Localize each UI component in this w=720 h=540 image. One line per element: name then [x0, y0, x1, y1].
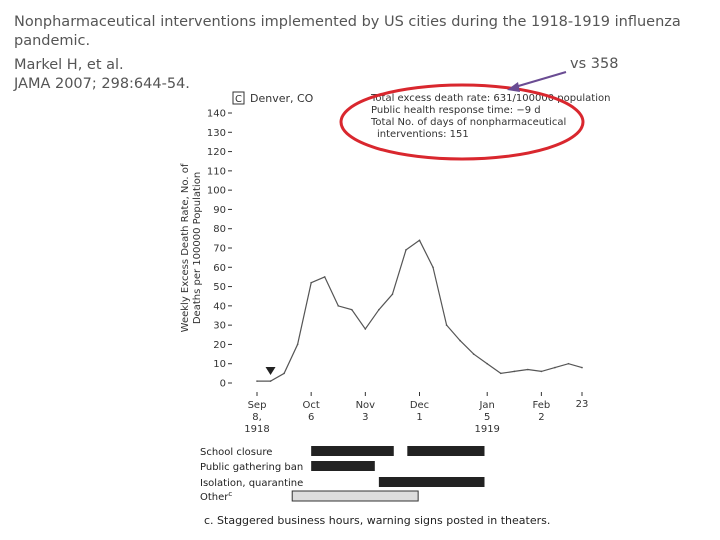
intervention-bar — [311, 446, 394, 456]
y-tick-label: 20 — [213, 339, 226, 351]
x-tick-label: 8, — [252, 412, 262, 423]
y-tick-label: 30 — [213, 320, 226, 332]
x-tick-label: Dec — [409, 400, 430, 411]
y-axis-label-line1: Weekly Excess Death Rate, No. of — [180, 163, 191, 333]
data-point — [459, 340, 461, 342]
data-point — [270, 380, 272, 382]
x-tick-label: 23 — [575, 399, 589, 410]
data-point — [351, 309, 353, 311]
intervention-bar — [407, 446, 484, 456]
data-point — [378, 309, 380, 311]
comparison-note: vs 358 — [570, 56, 619, 72]
summary-line-4: interventions: 151 — [377, 129, 469, 140]
y-tick-label: 120 — [206, 147, 226, 159]
y-tick-label: 50 — [213, 282, 226, 294]
x-tick-label: Oct — [302, 400, 320, 411]
data-point — [568, 363, 570, 365]
x-tick-label: 5 — [484, 412, 491, 423]
data-point — [297, 344, 299, 346]
data-point — [527, 369, 529, 371]
intervention-bar — [311, 461, 375, 471]
y-tick-label: 40 — [213, 301, 226, 313]
intervention-label: Public gathering ban — [200, 462, 304, 473]
chart-footnote: c. Staggered business hours, warning signs posted in theaters. — [204, 514, 551, 527]
data-point — [365, 328, 367, 330]
slide-author: Markel H, et al. — [14, 57, 124, 73]
y-tick-label: 10 — [213, 359, 226, 371]
data-point — [554, 367, 556, 369]
data-point — [405, 249, 407, 251]
intervention-bar — [292, 491, 418, 501]
excess-death-rate-line — [257, 240, 582, 381]
y-tick-label: 130 — [206, 127, 226, 139]
intervention-label: Isolation, quarantine — [200, 478, 304, 489]
data-point — [486, 363, 488, 365]
data-point — [473, 353, 475, 355]
x-tick-label: Jan — [479, 400, 495, 411]
data-point — [310, 282, 312, 284]
data-point — [283, 373, 285, 375]
x-tick-label: 6 — [307, 412, 315, 423]
slide-title: Nonpharmaceutical interventions implemented by US cities during the 1918-1919 influenza pandemic. — [14, 14, 681, 49]
x-tick-label: 2 — [538, 412, 545, 423]
data-point — [500, 373, 502, 375]
intervention-label: School closure — [200, 447, 273, 458]
summary-line-1: Total excess death rate: 631/100000 population — [371, 93, 611, 104]
x-tick-label: Sep — [247, 400, 267, 411]
y-tick-label: 140 — [206, 108, 226, 120]
y-tick-label: 90 — [213, 204, 226, 216]
data-point — [419, 239, 421, 241]
y-tick-label: 80 — [213, 224, 226, 236]
x-tick-label: Feb — [532, 400, 551, 411]
slide-citation: JAMA 2007; 298:644-54. — [14, 76, 190, 92]
data-point — [392, 293, 394, 295]
x-tick-label: 1919 — [474, 424, 500, 435]
y-tick-label: 70 — [213, 243, 226, 255]
summary-line-3: Total No. of days of nonpharmaceutical — [371, 117, 567, 128]
data-point — [581, 367, 583, 369]
data-point — [324, 276, 326, 278]
x-tick-label: 1 — [416, 412, 423, 423]
data-point — [256, 380, 258, 382]
data-point — [446, 324, 448, 326]
y-axis-label-line2: Deaths per 100000 Population — [192, 171, 203, 325]
x-tick-label: 3 — [362, 412, 369, 423]
y-tick-label: 110 — [206, 166, 226, 178]
data-point — [337, 305, 339, 307]
y-tick-label: 60 — [213, 262, 226, 274]
panel-letter: C — [235, 94, 242, 105]
x-tick-label: 1918 — [244, 424, 270, 435]
comparison-arrow — [515, 72, 566, 87]
intervention-label-suffix: c — [228, 490, 233, 498]
x-tick-label: Nov — [355, 400, 376, 411]
data-point — [432, 266, 434, 268]
y-tick-label: 0 — [219, 378, 226, 390]
data-point — [513, 371, 515, 373]
city-name: Denver, CO — [250, 92, 314, 105]
intervention-label: Other$^c$ — [200, 490, 233, 503]
intervention-bar — [379, 477, 485, 487]
y-tick-label: 100 — [206, 185, 226, 197]
data-point — [541, 371, 543, 373]
response-time-marker — [266, 367, 276, 375]
summary-line-2: Public health response time: −9 d — [371, 105, 541, 116]
